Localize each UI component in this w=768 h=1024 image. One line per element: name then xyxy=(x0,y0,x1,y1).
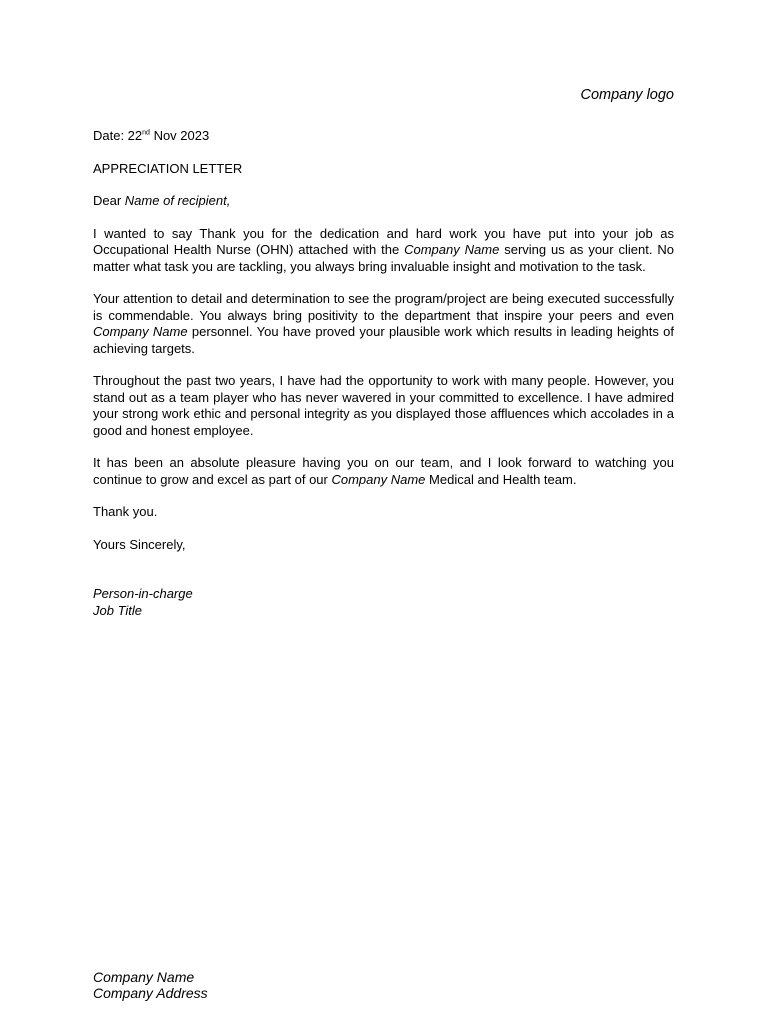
signature-block xyxy=(93,586,193,619)
company-name-ref: Company Name xyxy=(93,324,188,339)
letter-footer xyxy=(93,969,208,1001)
signer-job-title: Job Title xyxy=(93,602,143,618)
paragraph-3: Throughout the past two years, I have had the opportunity to work with many people. However, you stand out as a team player who has never wavered in your committed to excellence. I have admired your strong work ethic and personal integrity as you displayed those affluences which accolades in a good and honest employee. xyxy=(93,373,674,438)
paragraph-2: Your attention to detail and determination to see the program/project are being executed successfully is commendable. You always bring positivity to the department that inspire your peers and even Company Name personnel. You have proved your plausible work which results in leading heights of achieving targets. xyxy=(93,291,675,356)
recipient-name: Name of recipient xyxy=(124,193,227,208)
letter-date: Date: 22nd Nov 2023 xyxy=(93,128,210,143)
letter-body xyxy=(93,128,674,569)
company-logo-placeholder: Company logo xyxy=(580,87,674,103)
footer-company-address: Company Address xyxy=(93,985,208,1001)
salutation: Dear Name of recipient, xyxy=(93,193,231,208)
company-name-ref: Company Name xyxy=(404,242,500,257)
letter-heading: APPRECIATION LETTER xyxy=(93,160,243,176)
footer-company-name: Company Name xyxy=(93,969,195,985)
paragraph-1: I wanted to say Thank you for the dedication and hard work you have put into your job as Occupational Health Nurse (OHN) attached with the Company Name serving us as your client. No matter what task you are tackling, you always bring invaluable insight and motivation to the task. xyxy=(93,225,675,274)
paragraph-4: It has been an absolute pleasure having you on our team, and I look forward to watching you continue to grow and excel as part of our Company Name Medical and Health team. xyxy=(93,455,674,487)
signer-name: Person-in-charge xyxy=(93,586,193,601)
company-name-ref: Company Name xyxy=(331,471,426,487)
closing-line: Yours Sincerely, xyxy=(93,536,186,552)
thanks-line: Thank you. xyxy=(93,504,158,519)
